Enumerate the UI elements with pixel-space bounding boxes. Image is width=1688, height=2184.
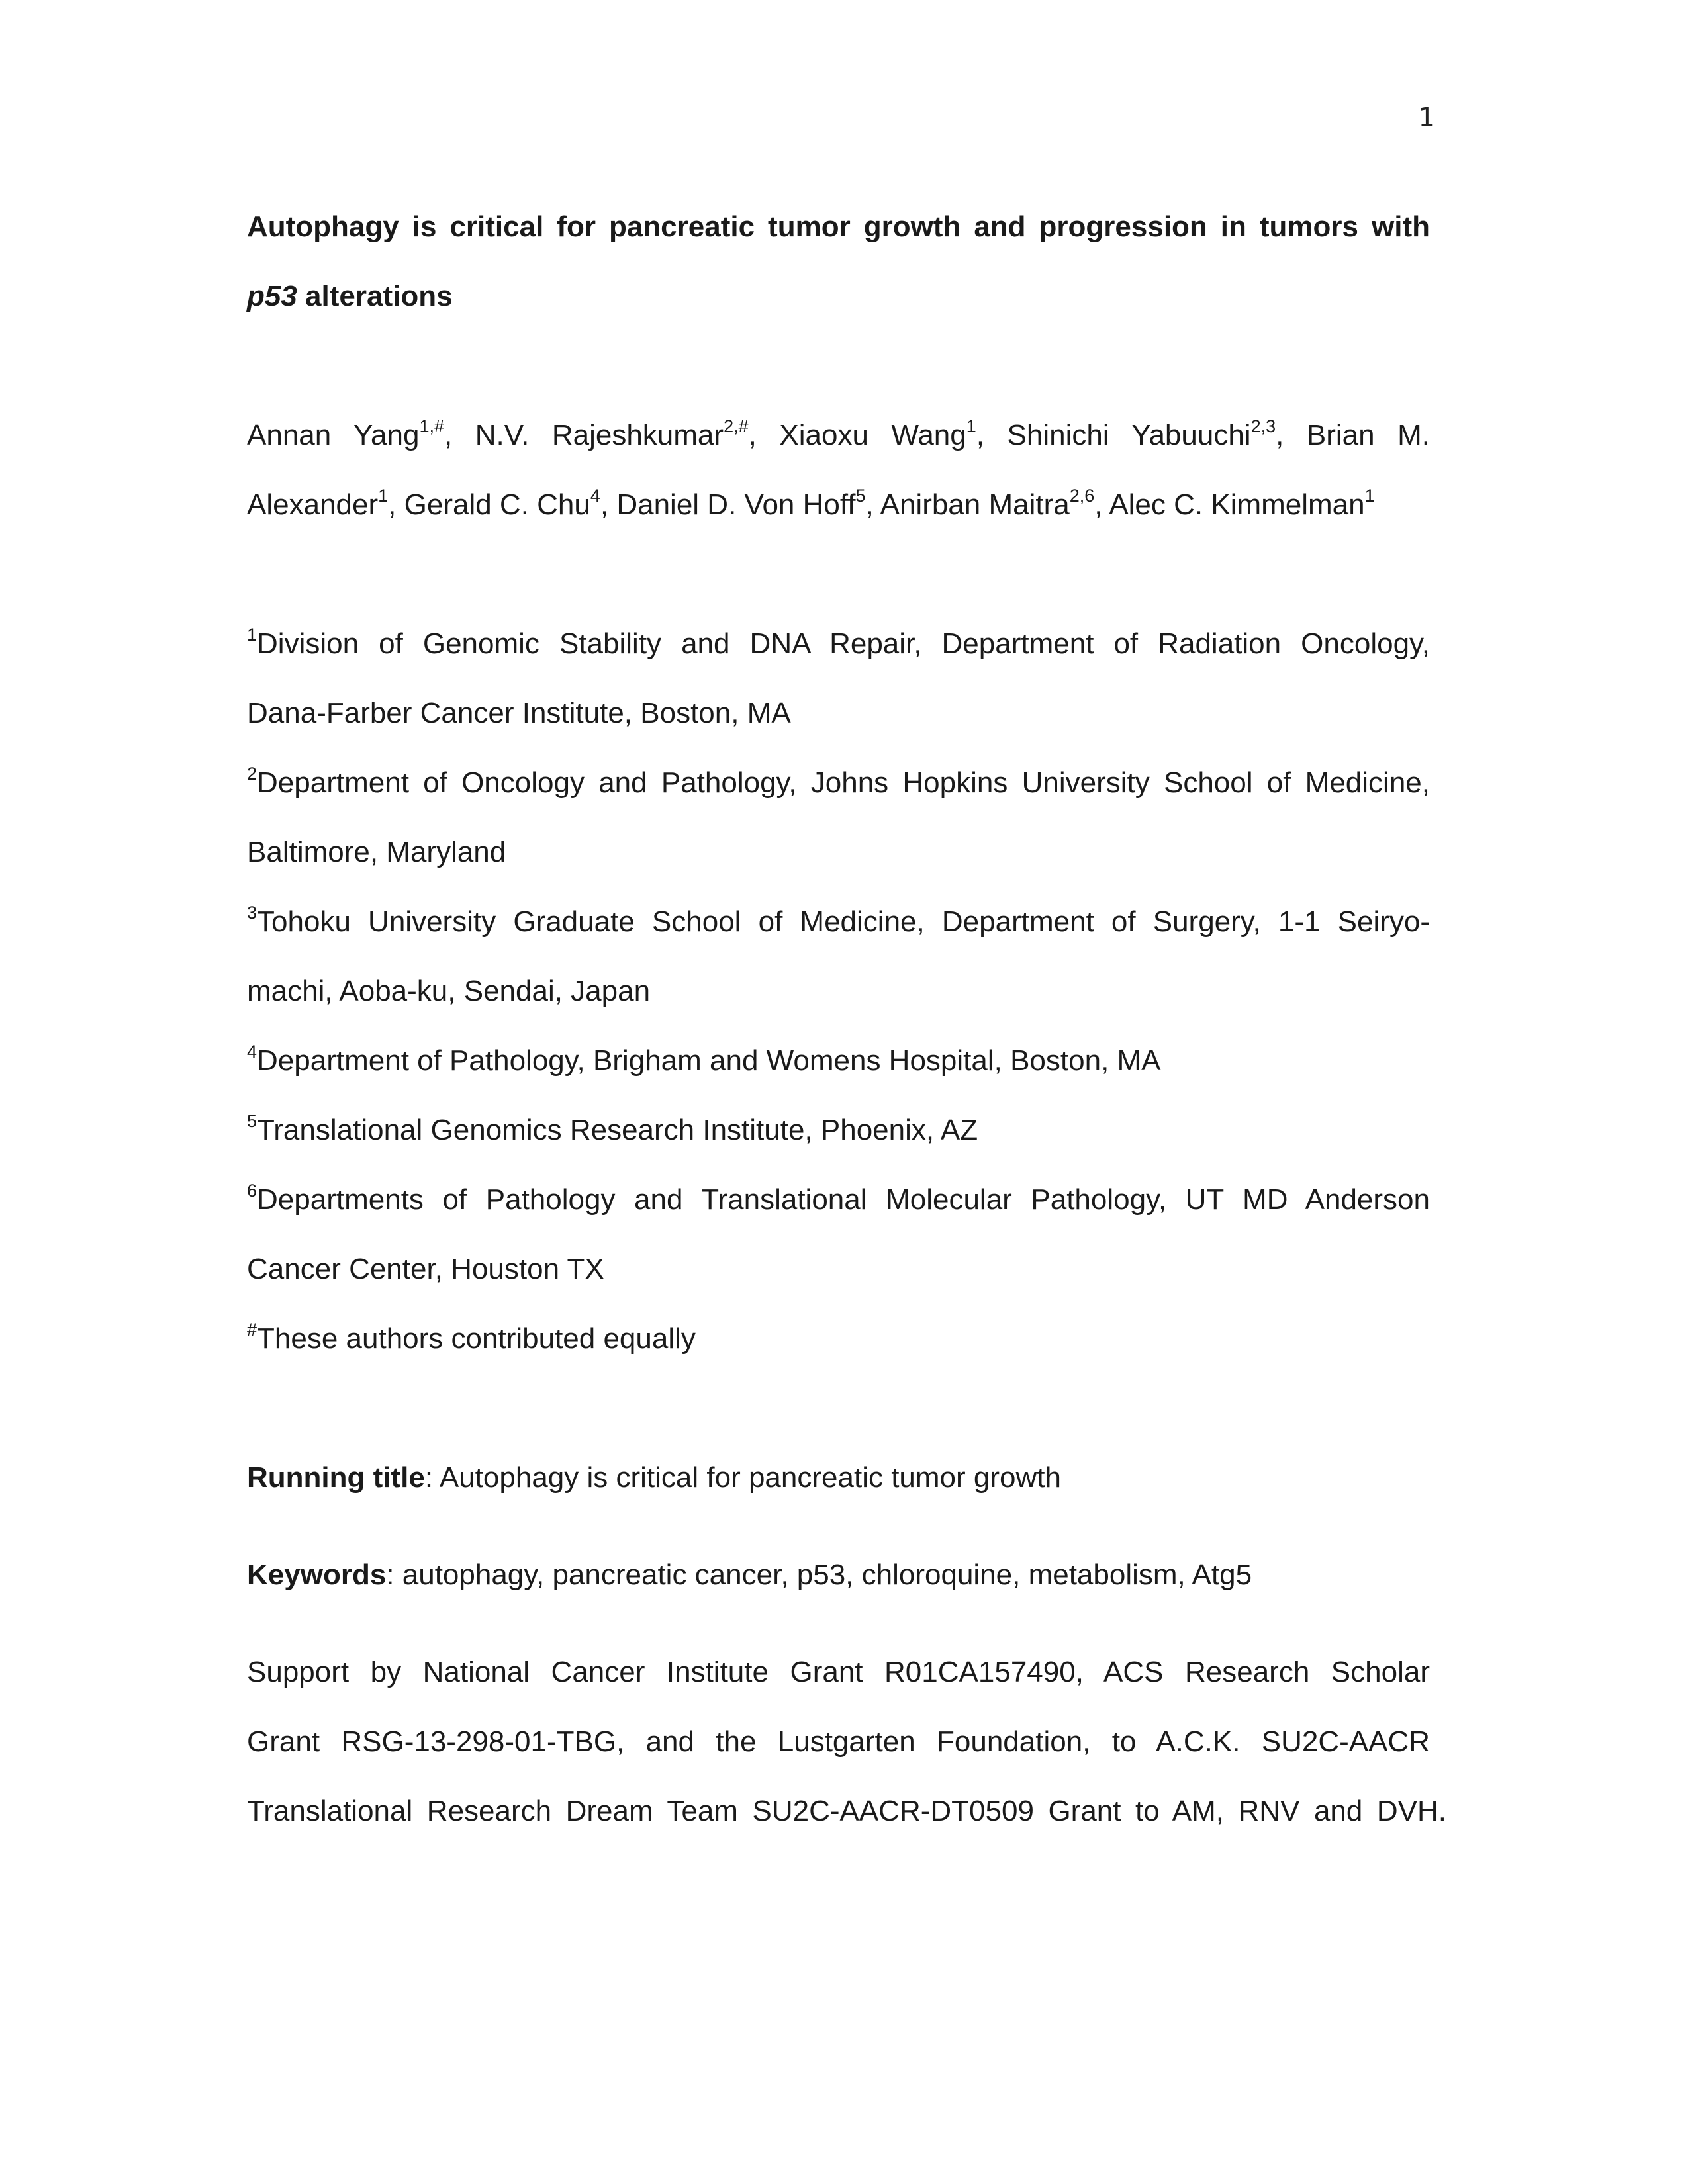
affiliation-text: Tohoku University Graduate School of Medicine, Department of Surgery, 1-1 Seiryo- bbox=[257, 905, 1430, 938]
author-affiliation-mark: 1 bbox=[378, 486, 389, 506]
author-name-part: Brian M. bbox=[1306, 419, 1430, 451]
affiliation-line: machi, Aoba-ku, Sendai, Japan bbox=[247, 975, 651, 1007]
affiliation-mark: 3 bbox=[247, 903, 258, 923]
author-name: Gerald C. Chu bbox=[404, 488, 590, 521]
author-affiliation-mark: 2,# bbox=[724, 416, 749, 436]
affiliation-list bbox=[247, 609, 1430, 1373]
running-title-text: : Autophagy is critical for pancreatic tumor growth bbox=[424, 1461, 1061, 1494]
author-name: N.V. Rajeshkumar bbox=[475, 419, 724, 451]
author-line-1: Annan Yang$^{1,\#}$, N.V. Rajeshkumar$^{2,\#}$, Xiaoxu Wang$^1$, Shinichi Yabuuchi$^{2,3}$, Brian M. bbox=[247, 416, 1430, 451]
author-affiliation-mark: 1,# bbox=[419, 416, 445, 436]
author-list bbox=[247, 400, 1430, 539]
affiliation-line bbox=[247, 609, 1430, 678]
author-name-part: Alexander bbox=[247, 488, 379, 521]
running-title-label: Running title bbox=[247, 1461, 425, 1494]
title-line-2 bbox=[247, 280, 453, 312]
author-line-2: Alexander$^1$, Gerald C. Chu$^4$, Daniel D. Von Hoff$^5$, Anirban Maitra$^{2,6}$, Alec C. Kimmelman$^1$ bbox=[247, 486, 1375, 521]
funding-line: Translational Research Dream Team SU2C-AACR-DT0509 Grant to AM, RNV and DVH. bbox=[247, 1795, 1446, 1827]
author-affiliation-mark: 5 bbox=[855, 486, 866, 506]
affiliation-mark: 5 bbox=[247, 1111, 258, 1131]
affiliation-text: These authors contributed equally bbox=[257, 1322, 696, 1355]
affiliation-item bbox=[247, 1165, 1430, 1304]
author-affiliation-mark: 4 bbox=[590, 486, 600, 506]
author-affiliation-mark: 2,6 bbox=[1069, 486, 1095, 506]
page-number: 1 bbox=[1418, 103, 1435, 133]
equal-contribution-note bbox=[247, 1304, 1430, 1373]
author-name: Xiaoxu Wang bbox=[779, 419, 966, 451]
affiliation-text: Translational Genomics Research Institute, Phoenix, AZ bbox=[257, 1114, 978, 1146]
funding-line: Grant RSG-13-298-01-TBG, and the Lustgarten Foundation, to A.C.K. SU2C-AACR bbox=[247, 1725, 1430, 1758]
title-line-1: Autophagy is critical for pancreatic tumor growth and progression in tumors with bbox=[247, 210, 1430, 243]
author-affiliation-mark: 1 bbox=[1364, 486, 1375, 506]
affiliation-item bbox=[247, 609, 1430, 748]
title-page bbox=[247, 192, 1446, 1846]
running-title bbox=[247, 1443, 1430, 1512]
paper-title bbox=[247, 192, 1430, 331]
affiliation-mark: 6 bbox=[247, 1181, 258, 1201]
funding-line: Support by National Cancer Institute Grant R01CA157490, ACS Research Scholar bbox=[247, 1656, 1430, 1688]
affiliation-line bbox=[247, 1165, 1430, 1234]
affiliation-line: Dana-Farber Cancer Institute, Boston, MA bbox=[247, 697, 791, 729]
author-affiliation-mark: 1 bbox=[966, 416, 976, 436]
title-line-2-rest: alterations bbox=[297, 280, 453, 312]
author-name: Alec C. Kimmelman bbox=[1109, 488, 1365, 521]
affiliation-text: Division of Genomic Stability and DNA Repair, Department of Radiation Oncology, bbox=[257, 627, 1430, 660]
title-gene-name: p53 bbox=[247, 280, 297, 312]
affiliation-item bbox=[247, 1095, 1430, 1165]
author-name: Daniel D. Von Hoff bbox=[616, 488, 856, 521]
running-title-line bbox=[247, 1443, 1430, 1512]
affiliation-item bbox=[247, 887, 1430, 1026]
affiliation-mark: 1 bbox=[247, 625, 258, 645]
affiliation-line: Cancer Center, Houston TX bbox=[247, 1253, 604, 1285]
author-name: Anirban Maitra bbox=[880, 488, 1070, 521]
keywords-label: Keywords bbox=[247, 1559, 387, 1591]
affiliation-item bbox=[247, 1026, 1430, 1095]
affiliation-item bbox=[247, 748, 1430, 887]
affiliation-line bbox=[247, 748, 1430, 817]
affiliation-mark: 2 bbox=[247, 764, 258, 784]
keywords bbox=[247, 1540, 1430, 1610]
affiliation-text: Department of Oncology and Pathology, Johns Hopkins University School of Medicine, bbox=[257, 766, 1430, 799]
affiliation-line bbox=[247, 1304, 1430, 1373]
affiliation-line bbox=[247, 1095, 1430, 1165]
author-name: Shinichi Yabuuchi bbox=[1007, 419, 1251, 451]
keywords-text: : autophagy, pancreatic cancer, p53, chloroquine, metabolism, Atg5 bbox=[386, 1559, 1252, 1591]
author-affiliation-mark: 2,3 bbox=[1250, 416, 1276, 436]
affiliation-mark: 4 bbox=[247, 1042, 258, 1062]
affiliation-line: Baltimore, Maryland bbox=[247, 836, 506, 868]
affiliation-line bbox=[247, 1026, 1430, 1095]
affiliation-line bbox=[247, 887, 1430, 956]
keywords-line bbox=[247, 1540, 1430, 1610]
affiliation-mark: # bbox=[247, 1320, 258, 1340]
affiliation-text: Departments of Pathology and Translational Molecular Pathology, UT MD Anderson bbox=[257, 1183, 1430, 1216]
funding-statement bbox=[247, 1637, 1446, 1846]
author-name: Annan Yang bbox=[247, 419, 420, 451]
affiliation-text: Department of Pathology, Brigham and Womens Hospital, Boston, MA bbox=[257, 1044, 1161, 1077]
